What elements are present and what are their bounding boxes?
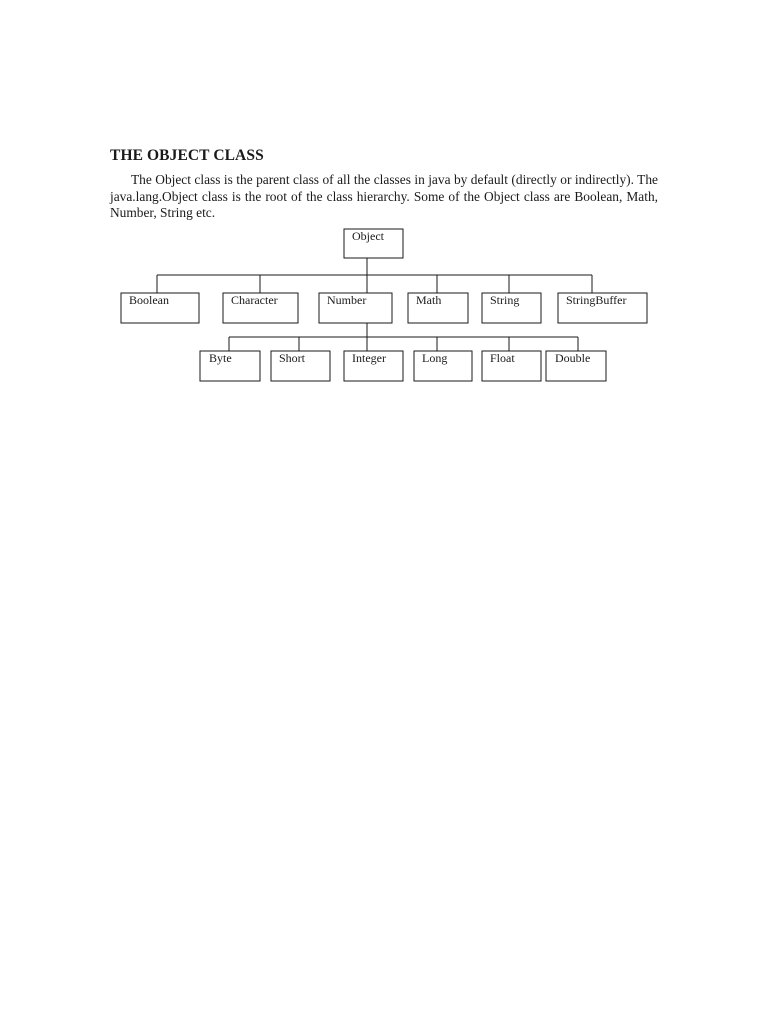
node-long: [414, 351, 472, 381]
node-character: [223, 293, 298, 323]
node-label: StringBuffer: [566, 293, 627, 307]
node-label: Integer: [352, 351, 386, 365]
node-short: [271, 351, 330, 381]
node-boolean: [121, 293, 199, 323]
section-heading: THE OBJECT CLASS: [110, 147, 264, 164]
node-label: Short: [279, 351, 306, 365]
node-float: [482, 351, 541, 381]
node-object: [344, 229, 403, 258]
node-label: Double: [555, 351, 591, 365]
node-label: Number: [327, 293, 367, 307]
node-math: [408, 293, 468, 323]
node-label: Float: [490, 351, 515, 365]
node-label: Byte: [209, 351, 232, 365]
node-label: Boolean: [129, 293, 169, 307]
node-label: Object: [352, 229, 384, 243]
node-label: String: [490, 293, 520, 307]
node-label: Math: [416, 293, 442, 307]
node-double: [546, 351, 606, 381]
node-string: [482, 293, 541, 323]
node-integer: [344, 351, 403, 381]
node-byte: [200, 351, 260, 381]
node-stringbuffer: [558, 293, 647, 323]
node-label: Character: [231, 293, 278, 307]
node-label: Long: [422, 351, 448, 365]
node-number: [319, 293, 392, 323]
section-paragraph: The Object class is the parent class of all the classes in java by default (directly or indirectly). The java.lang.Object class is the root of the class hierarchy. Some of the Object class are Boolean, Math, Number, String etc.: [110, 172, 658, 221]
